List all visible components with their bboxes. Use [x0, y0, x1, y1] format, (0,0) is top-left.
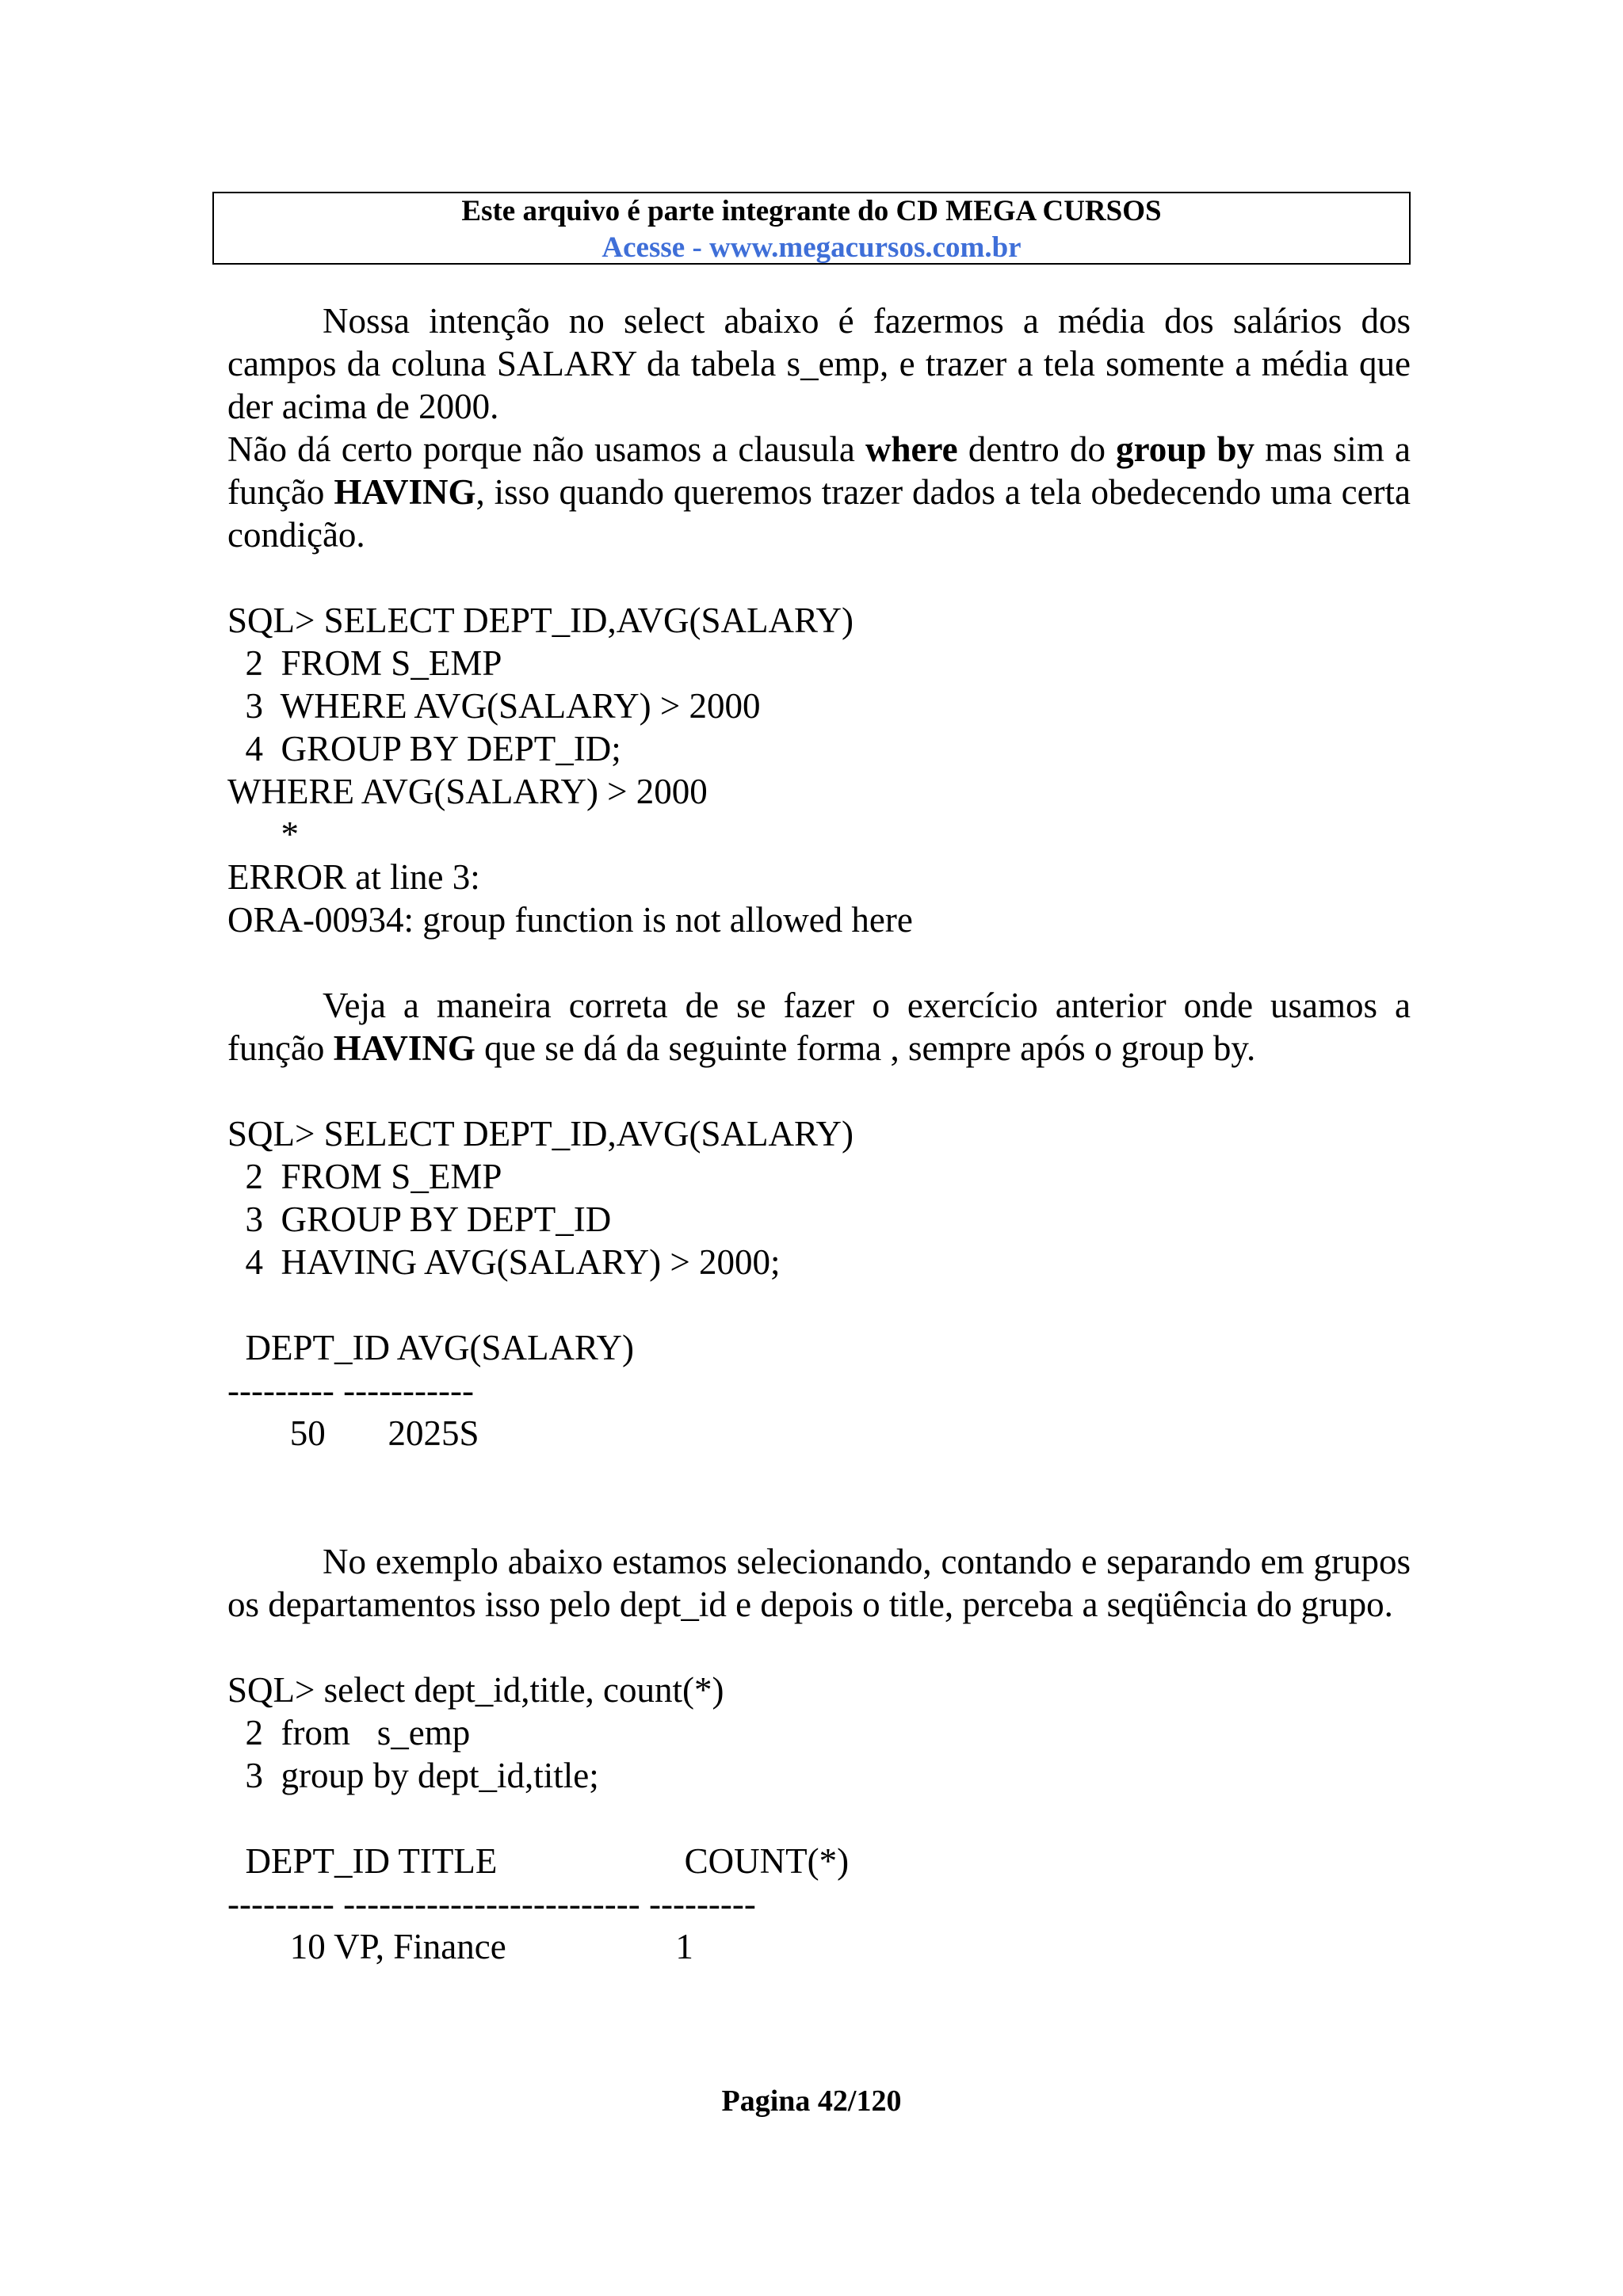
- spacer: [227, 556, 1411, 599]
- spacer: [227, 1797, 1411, 1840]
- code-line: 3 GROUP BY DEPT_ID: [227, 1199, 612, 1239]
- spacer: [227, 1070, 1411, 1112]
- page-content: [227, 299, 1411, 1968]
- paragraph-intro: Nossa intenção no select abaixo é fazermos a média dos salários dos campos da coluna SALARY da tabela s_emp, e trazer a tela somente a média que der acima de 2000.: [227, 301, 1411, 426]
- code-line: 4 HAVING AVG(SALARY) > 2000;: [227, 1242, 781, 1282]
- bold-group-by: group by: [1116, 429, 1255, 469]
- code-line: 2 FROM S_EMP: [227, 643, 502, 683]
- result-row: 50 2025S: [227, 1413, 479, 1453]
- code-line: SQL> SELECT DEPT_ID,AVG(SALARY): [227, 601, 854, 640]
- code-line: SQL> select dept_id,title, count(*): [227, 1670, 724, 1710]
- code-line: WHERE AVG(SALARY) > 2000: [227, 772, 708, 811]
- bold-having: HAVING: [333, 1028, 475, 1068]
- result-header: DEPT_ID TITLE COUNT(*): [227, 1841, 850, 1881]
- result-divider: --------- ------------------------- ---------: [227, 1884, 756, 1924]
- text-span: que se dá da seguinte forma , sempre após o group by.: [475, 1028, 1256, 1068]
- paragraph-group-example: No exemplo abaixo estamos selecionando, contando e separando em grupos os departamentos isso pelo dept_id e depois o title, perceba a seqüência do grupo.: [227, 1542, 1411, 1624]
- spacer: [227, 1283, 1411, 1326]
- text-span: , isso quando queremos trazer dados a tela obedecendo uma certa condição.: [227, 472, 1411, 555]
- header-title: Este arquivo é parte integrante do CD MEGA CURSOS: [461, 195, 1162, 227]
- spacer: [227, 941, 1411, 984]
- text-span: mas sim a função: [227, 429, 1411, 512]
- page-number: Pagina 42/120: [721, 2084, 902, 2118]
- spacer: [227, 1497, 1411, 1540]
- result-header: DEPT_ID AVG(SALARY): [227, 1328, 634, 1367]
- code-line: 3 WHERE AVG(SALARY) > 2000: [227, 686, 761, 726]
- bold-having: HAVING: [334, 472, 476, 512]
- bold-where: where: [865, 429, 958, 469]
- header-box: [212, 192, 1411, 265]
- code-line: 2 from s_emp: [227, 1713, 471, 1753]
- code-line: *: [227, 814, 299, 854]
- header-site-link[interactable]: Acesse - www.megacursos.com.br: [601, 231, 1022, 264]
- code-line: SQL> SELECT DEPT_ID,AVG(SALARY): [227, 1114, 854, 1154]
- code-line: 3 group by dept_id,title;: [227, 1756, 599, 1795]
- result-divider: --------- -----------: [227, 1371, 474, 1410]
- code-block-having: [227, 1112, 1411, 1455]
- code-line: 4 GROUP BY DEPT_ID;: [227, 729, 621, 769]
- spacer: [227, 1455, 1411, 1497]
- spacer: [227, 1626, 1411, 1669]
- code-block-count: [227, 1669, 1411, 1968]
- text-span: dentro do: [957, 429, 1117, 469]
- code-block-error: [227, 599, 1411, 941]
- code-line: 2 FROM S_EMP: [227, 1157, 502, 1196]
- code-line: ORA-00934: group function is not allowed here: [227, 900, 913, 940]
- paragraph-having: [227, 984, 1411, 1070]
- result-row: 10 VP, Finance 1: [227, 1927, 693, 1966]
- text-span: Veja a maneira correta de se fazer o exercício anterior onde usamos a função: [227, 986, 1411, 1068]
- code-line: ERROR at line 3:: [227, 857, 480, 897]
- text-span: Não dá certo porque não usamos a clausula: [227, 429, 866, 469]
- paragraph-explanation: [227, 428, 1411, 556]
